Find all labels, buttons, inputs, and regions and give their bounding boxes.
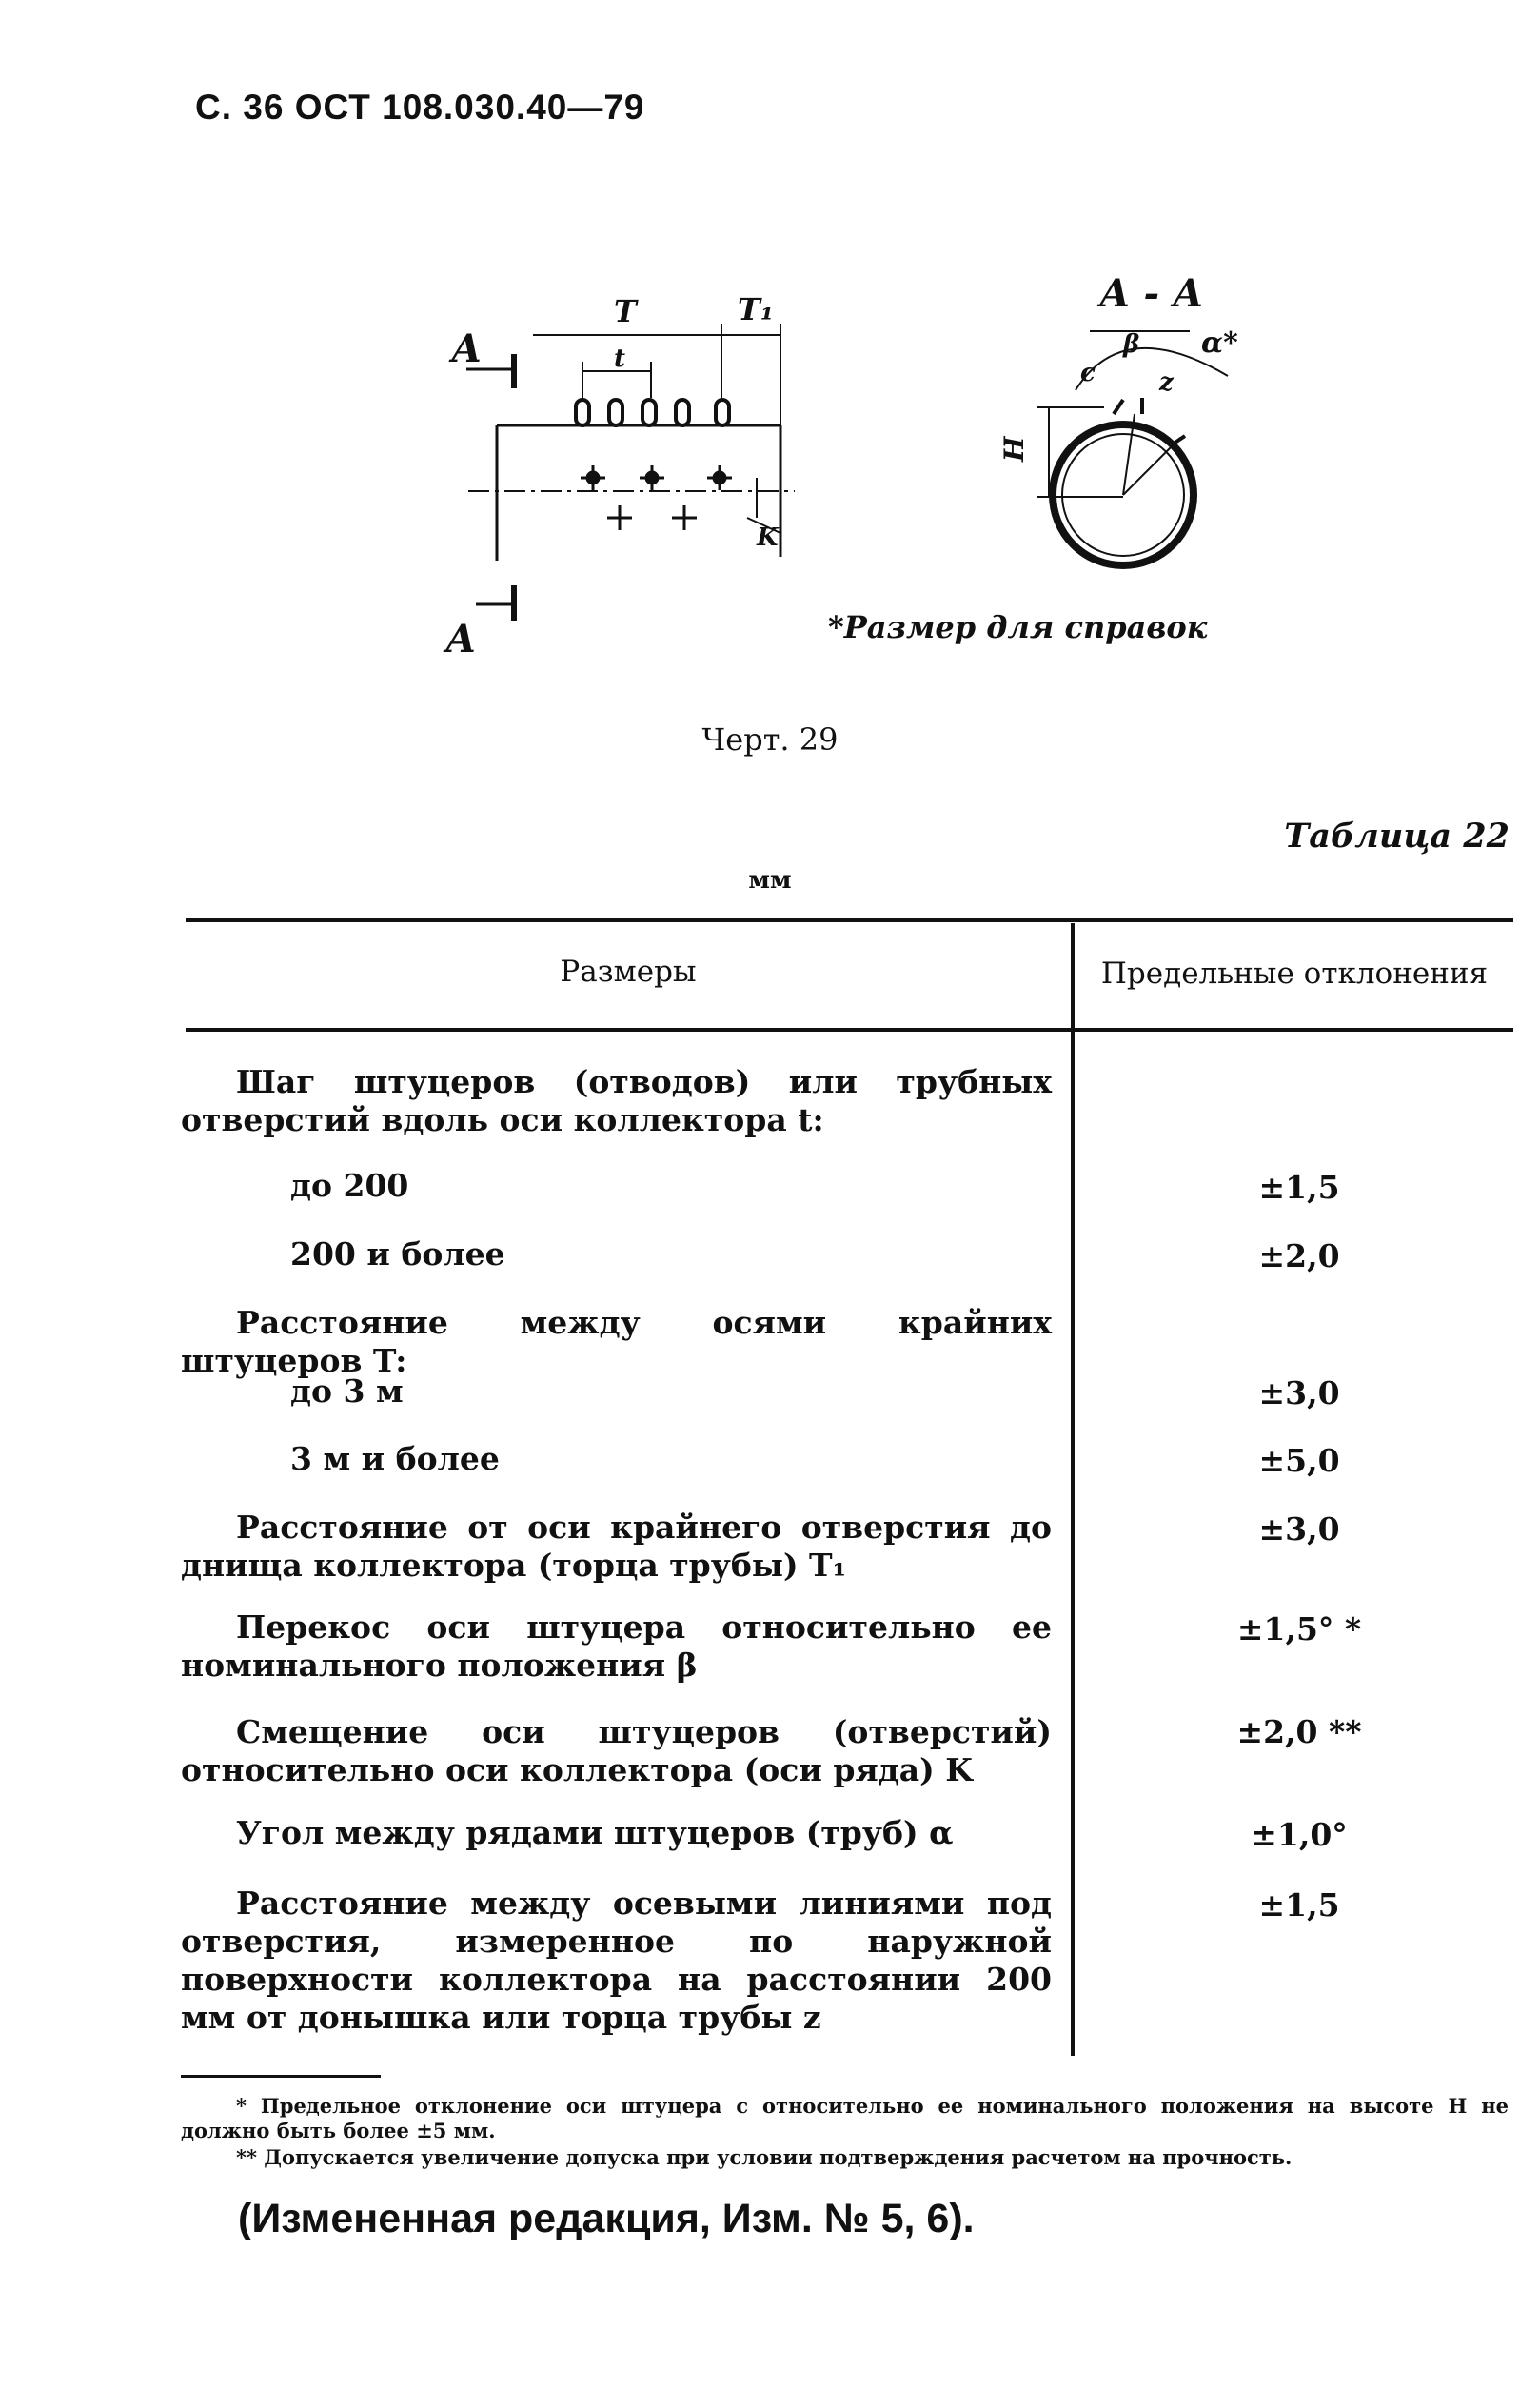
label-c: c [1080, 359, 1096, 387]
table-column-divider [1071, 923, 1075, 2056]
row-text: Шаг штуцеров (отводов) или трубных отверстий вдоль оси коллектора t: [181, 1063, 1052, 1138]
row-text: 200 и более [290, 1235, 505, 1273]
row-value: ±1,5° * [1236, 1610, 1362, 1648]
row-text: до 200 [290, 1167, 409, 1204]
table-title: Таблица 22 [1284, 817, 1510, 856]
table-units: мм [748, 866, 792, 895]
label-t: t [614, 345, 626, 373]
footnote-rule [181, 2075, 381, 2078]
table-header-rule [186, 1028, 1513, 1032]
label-section-a-top: А [451, 326, 483, 371]
label-T1: T₁ [738, 291, 774, 327]
row-text: 3 м и более [290, 1440, 500, 1477]
row-text: Расстояние между осевыми линиями под отверстия, измеренное по наружной поверхности коллектора на расстоянии 200 мм от донышка или торца трубы z [181, 1885, 1052, 2036]
row-value: ±1,0° [1251, 1816, 1348, 1853]
drawing-note: *Размер для справок [828, 609, 1208, 645]
row-text: Расстояние между осями крайних штуцеров T: [181, 1304, 1052, 1379]
label-T: T [614, 293, 637, 329]
label-beta: β [1123, 330, 1140, 359]
drawing-caption: Черт. 29 [701, 721, 839, 758]
footnote-1: * Предельное отклонение оси штуцера с относительно ее номинального положения на высоте H не должно быть более ±5 мм. [181, 2094, 1509, 2142]
label-H: H [998, 436, 1030, 462]
row-value: ±1,5 [1258, 1886, 1340, 1924]
row-value: ±3,0 [1258, 1510, 1340, 1548]
table-top-rule [186, 918, 1513, 922]
amendment-note: (Измененная редакция, Изм. № 5, 6). [238, 2196, 975, 2241]
label-section-aa: А - А [1099, 276, 1204, 316]
row-text: до 3 м [290, 1372, 404, 1410]
row-value: ±5,0 [1258, 1442, 1340, 1479]
row-text: Угол между рядами штуцеров (труб) α [236, 1814, 954, 1851]
row-value: ±2,0 ** [1236, 1713, 1362, 1750]
technical-drawing [419, 276, 1275, 685]
column-header-dimensions: Размеры [560, 955, 697, 989]
label-K: K [757, 523, 779, 552]
row-text: Смещение оси штуцеров (отверстий) относительно оси коллектора (оси ряда) K [181, 1713, 1052, 1788]
label-section-a-bottom: А [445, 617, 477, 661]
footnote-2: ** Допускается увеличение допуска при условии подтверждения расчетом на прочность. [236, 2145, 1293, 2169]
row-value: ±2,0 [1258, 1237, 1340, 1274]
column-header-deviations: Предельные отклонения [1100, 957, 1489, 991]
row-value: ±3,0 [1258, 1374, 1340, 1411]
page-header: С. 36 ОСТ 108.030.40—79 [195, 88, 645, 127]
row-value: ±1,5 [1258, 1169, 1340, 1206]
row-text: Перекос оси штуцера относительно ее номинального положения β [181, 1609, 1052, 1684]
label-z: z [1159, 368, 1174, 397]
row-text: Расстояние от оси крайнего отверстия до днища коллектора (торца трубы) T₁ [181, 1509, 1052, 1584]
label-alpha: α* [1201, 326, 1238, 360]
